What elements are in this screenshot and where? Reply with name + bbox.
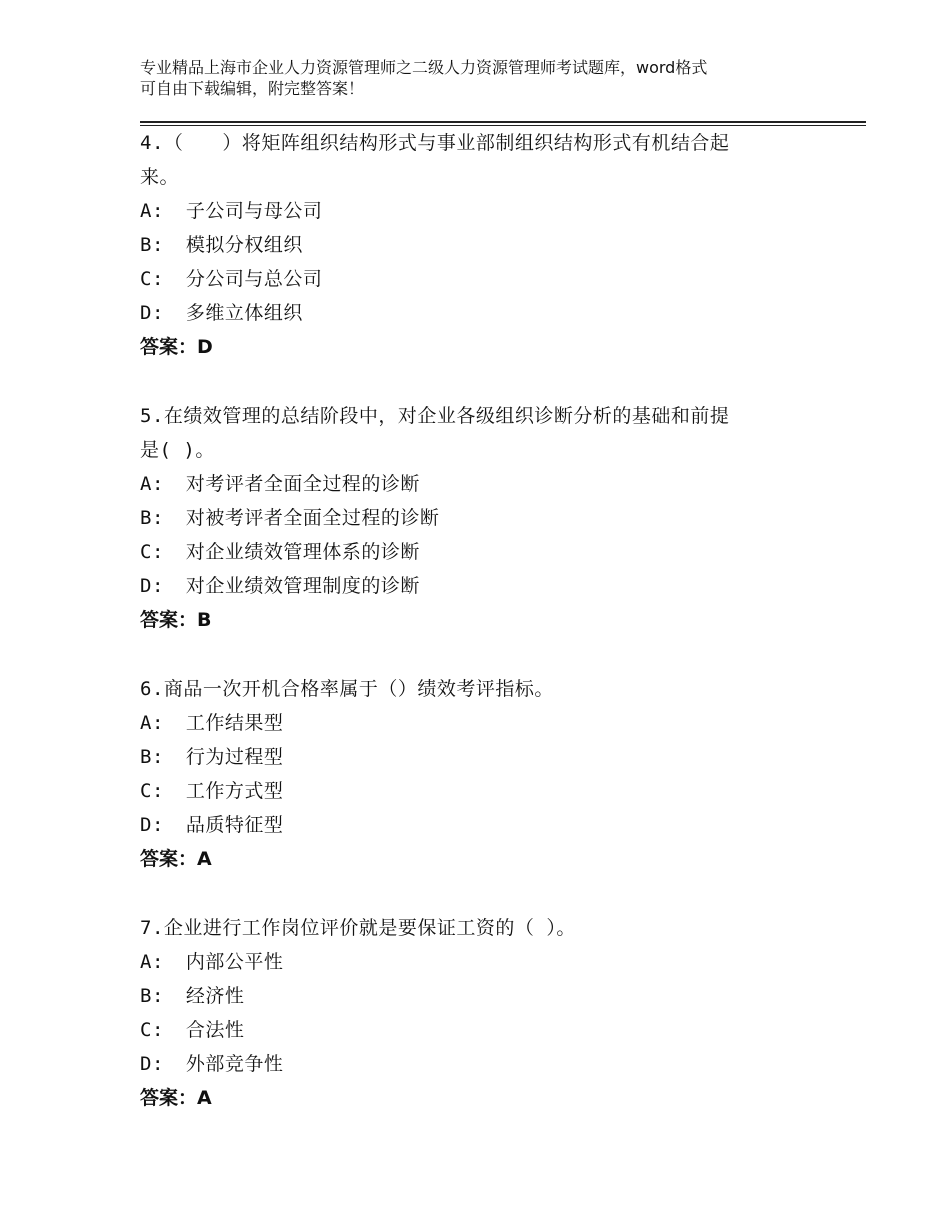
option-b [140,228,810,262]
option-text: 多维立体组织 [185,302,303,324]
option-c [140,1013,810,1047]
answer-label: 答案：A [140,1087,212,1109]
document-header [140,57,812,99]
question-stem [140,672,810,706]
question-4 [140,126,810,364]
option-text: 对考评者全面全过程的诊断 [185,473,420,495]
option-c [140,774,810,808]
option-key: B: [140,746,164,768]
option-d [140,1047,810,1081]
option-b [140,979,810,1013]
option-key: D: [140,1053,164,1075]
answer-label: 答案：A [140,848,212,870]
question-stem [140,126,810,194]
option-d [140,569,810,603]
option-text: 合法性 [185,1019,245,1041]
option-text: 对企业绩效管理制度的诊断 [185,575,420,597]
option-text: 品质特征型 [185,814,284,836]
option-text: 分公司与总公司 [185,268,323,290]
option-key: B: [140,234,164,256]
option-text: 工作结果型 [185,712,284,734]
option-a [140,945,810,979]
option-key: C: [140,268,164,290]
question-stem-line: 6.商品一次开机合格率属于（）绩效考评指标。 [140,678,554,700]
question-7 [140,911,810,1115]
option-c [140,262,810,296]
question-stem-line: 是( )。 [140,439,215,461]
header-divider-thick [140,121,866,123]
answer-label: 答案：B [140,609,212,631]
option-c [140,535,810,569]
option-a [140,467,810,501]
header-line-2: 可自由下载编辑，附完整答案！ [140,79,365,98]
option-text: 行为过程型 [185,746,284,768]
option-key: D: [140,814,164,836]
option-key: C: [140,1019,164,1041]
option-d [140,296,810,330]
option-key: B: [140,507,164,529]
answer-label: 答案：D [140,336,213,358]
option-key: C: [140,541,164,563]
option-b [140,501,810,535]
option-a [140,706,810,740]
question-stem [140,399,810,467]
question-stem-line: 7.企业进行工作岗位评价就是要保证工资的（ ）。 [140,917,576,939]
option-key: A: [140,712,164,734]
option-text: 内部公平性 [185,951,284,973]
question-stem-line: 4.（ ）将矩阵组织结构形式与事业部制组织结构形式有机结合起 [140,132,730,154]
question-stem-line: 5.在绩效管理的总结阶段中，对企业各级组织诊断分析的基础和前提 [140,405,730,427]
option-key: C: [140,780,164,802]
option-text: 对企业绩效管理体系的诊断 [185,541,420,563]
question-5 [140,399,810,637]
option-text: 子公司与母公司 [185,200,323,222]
option-text: 外部竞争性 [185,1053,284,1075]
option-key: A: [140,200,164,222]
question-stem-line: 来。 [140,166,180,188]
option-text: 经济性 [185,985,245,1007]
question-stem [140,911,810,945]
option-b [140,740,810,774]
option-text: 对被考评者全面全过程的诊断 [185,507,440,529]
option-key: D: [140,575,164,597]
option-d [140,808,810,842]
question-6 [140,672,810,876]
option-text: 工作方式型 [185,780,284,802]
option-key: A: [140,473,164,495]
option-text: 模拟分权组织 [185,234,303,256]
option-a [140,194,810,228]
option-key: B: [140,985,164,1007]
option-key: A: [140,951,164,973]
option-key: D: [140,302,164,324]
header-line-1: 专业精品上海市企业人力资源管理师之二级人力资源管理师考试题库，word格式 [140,58,708,77]
